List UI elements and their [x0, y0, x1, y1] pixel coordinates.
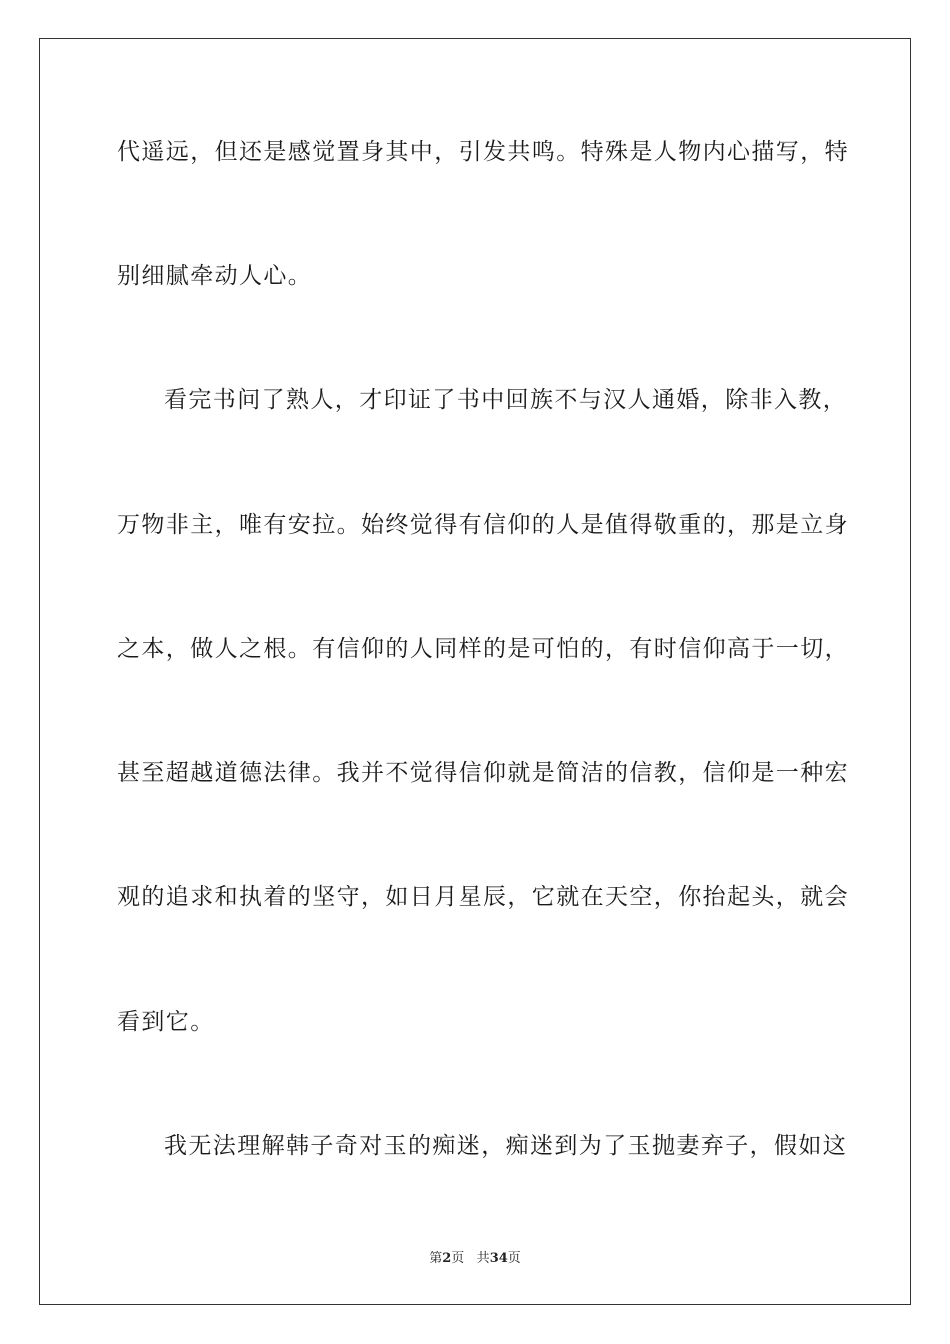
text-line: 甚至超越道德法律。我并不觉得信仰就是简洁的信教，信仰是一种宏: [117, 760, 849, 786]
text-line: 别细腻牵动人心。: [117, 263, 313, 289]
footer-prefix: 第: [429, 1251, 443, 1266]
text-line: 观的追求和执着的坚守，如日月星辰，它就在天空，你抬起头，就会: [117, 884, 849, 910]
text-line: 万物非主，唯有安拉。始终觉得有信仰的人是值得敬重的，那是立身: [117, 512, 849, 538]
footer-total-prefix: 共: [476, 1251, 490, 1266]
text-line: 我无法理解韩子奇对玉的痴迷，痴迷到为了玉抛妻弃子，假如这: [164, 1133, 848, 1159]
footer-total-suffix: 页: [507, 1251, 521, 1266]
text-line: 之本，做人之根。有信仰的人同样的是可怕的，有时信仰高于一切，: [117, 636, 849, 662]
current-page-number: 2: [442, 1251, 452, 1266]
total-page-count: 34: [489, 1251, 508, 1266]
page-border: [39, 38, 911, 1305]
text-line: 代遥远，但还是感觉置身其中，引发共鸣。特殊是人物内心描写，特: [117, 139, 849, 165]
text-line: 看完书问了熟人，才印证了书中回族不与汉人通婚，除非入教，: [164, 387, 848, 413]
footer-page-suffix: 页: [451, 1251, 465, 1266]
page-footer: [0, 1247, 950, 1266]
text-line: 看到它。: [117, 1009, 215, 1035]
